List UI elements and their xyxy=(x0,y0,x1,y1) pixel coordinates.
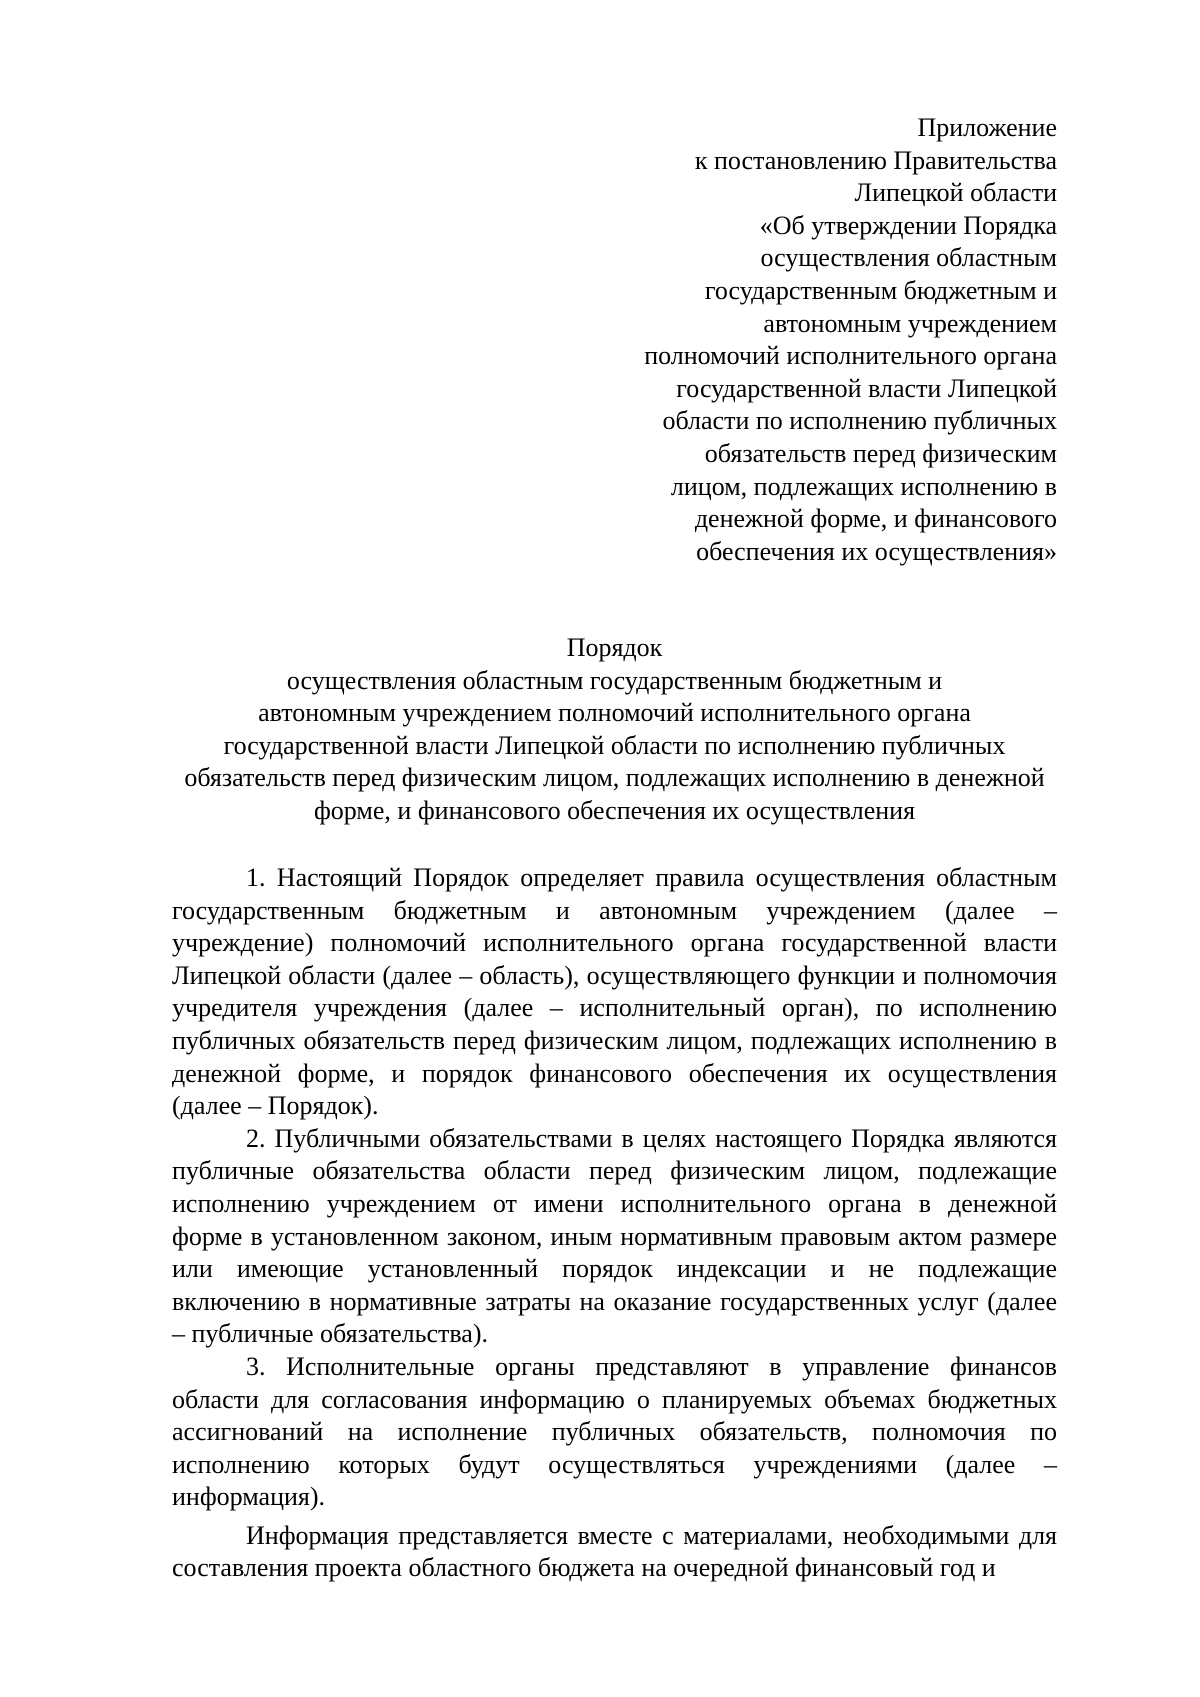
annex-line: лицом, подлежащих исполнению в xyxy=(670,471,1057,501)
annex-line: денежной форме, и финансового xyxy=(694,504,1057,534)
title-line: государственной власти Липецкой области по исполнению публичных xyxy=(223,730,1006,760)
title-line: форме, и финансового обеспечения их осуществления xyxy=(313,795,916,825)
annex-line: автономным учреждением xyxy=(763,308,1057,338)
annex-line: обязательств перед физическим xyxy=(704,438,1057,468)
annex-line: полномочий исполнительного органа xyxy=(644,341,1057,371)
paragraph: 2. Публичными обязательствами в целях настоящего Порядка являются публичные обязательства области перед физическим лицом, подлежащие исполнению учреждением от имени исполнительного органа в денежной форме в установленном законом, иным нормативным правовым актом размере или имеющие установленный порядок индексации и не подлежащие включению в нормативные затраты на оказание государственных услуг (далее – публичные обязательства). xyxy=(172,1123,1057,1349)
document-body xyxy=(172,862,1057,1585)
annex-line: области по исполнению публичных xyxy=(662,406,1057,436)
annex-line: «Об утверждении Порядка xyxy=(759,210,1057,240)
annex-line: Липецкой области xyxy=(854,178,1057,208)
annex-line: государственным бюджетным и xyxy=(704,275,1057,305)
title-line: автономным учреждением полномочий исполнительного органа xyxy=(258,698,971,728)
paragraph: Информация представляется вместе с материалами, необходимыми для составления проекта областного бюджета на очередной финансовый год и xyxy=(172,1520,1057,1583)
title-heading: Порядок xyxy=(566,633,663,662)
annex-header xyxy=(537,112,1057,568)
paragraph: 3. Исполнительные органы представляют в управление финансов области для согласования информацию о планируемых объемах бюджетных ассигнований на исполнение публичных обязательств, полномочия по исполнению которых будут осуществляться учреждениями (далее – информация). xyxy=(172,1351,1057,1512)
annex-line: государственной власти Липецкой xyxy=(676,373,1057,403)
annex-line: Приложение xyxy=(917,113,1057,142)
paragraph: 1. Настоящий Порядок определяет правила осуществления областным государственным бюджетным и автономным учреждением (далее – учреждение) полномочий исполнительного органа государственной власти Липецкой области (далее – область), осуществляющего функции и полномочия учредителя учреждения (далее – исполнительный орган), по исполнению публичных обязательств перед физическим лицом, подлежащих исполнению в денежной форме, и порядок финансового обеспечения их осуществления (далее – Порядок). xyxy=(172,863,1057,1121)
annex-line: к постановлению Правительства xyxy=(694,145,1057,175)
annex-line: осуществления областным xyxy=(760,243,1057,273)
annex-line: обеспечения их осуществления» xyxy=(696,536,1057,566)
title-line: осуществления областным государственным бюджетным и xyxy=(286,665,943,695)
document-title xyxy=(172,632,1057,828)
title-line: обязательств перед физическим лицом, подлежащих исполнению в денежной xyxy=(184,763,1045,793)
